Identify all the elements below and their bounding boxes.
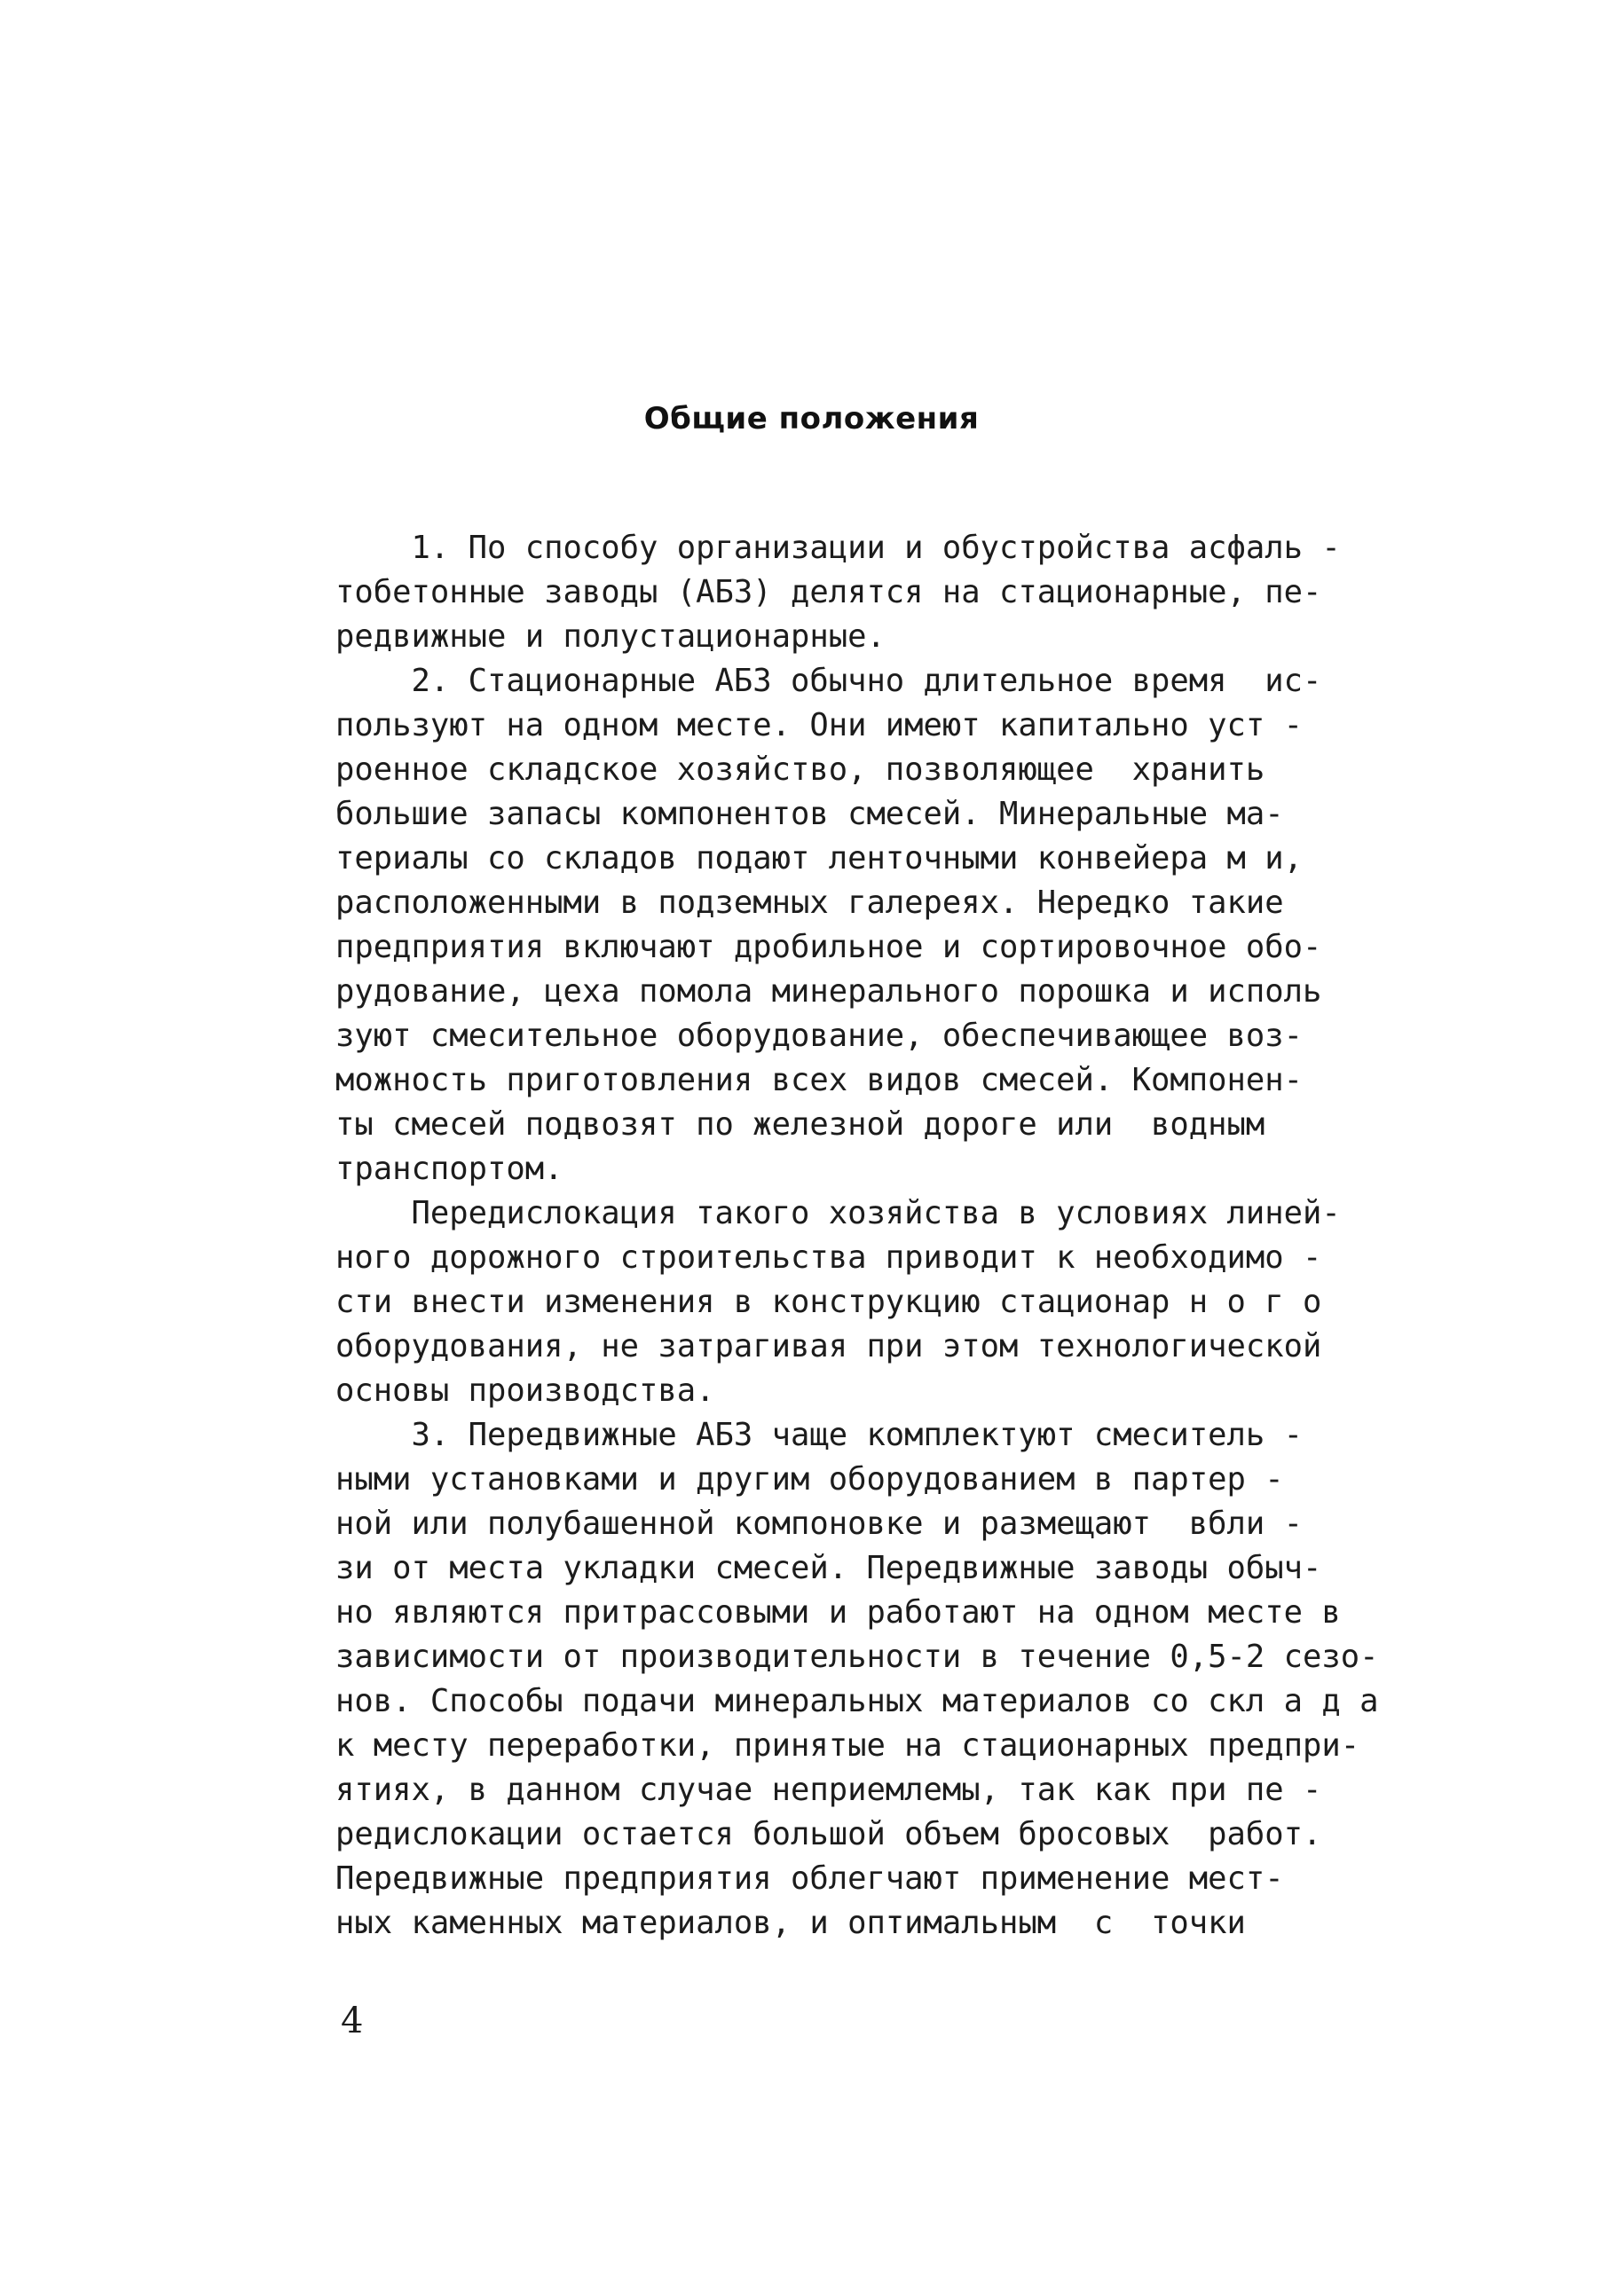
text-line: ты смесей подвозят по железной дороге или водным [335, 1106, 1265, 1143]
text-line: к месту переработки, принятые на стационарных предпри- [335, 1727, 1360, 1764]
text-line: предприятия включают дробильное и сортировочное обо- [335, 929, 1322, 965]
text-line: 3. Передвижные АБЗ чаще комплектуют смеситель - [335, 1417, 1304, 1453]
body-text [335, 526, 1471, 1946]
text-line: тобетонные заводы (АБЗ) делятся на стационарные, пе- [335, 574, 1322, 610]
text-line: 2. Стационарные АБЗ обычно длительное время ис- [335, 663, 1322, 699]
section-heading: Общие положения [643, 401, 980, 436]
text-line: 1. По способу организации и обустройства асфаль - [335, 530, 1341, 566]
text-line: но являются притрассовыми и работают на одном месте в [335, 1594, 1341, 1631]
text-line: можность приготовления всех видов смесей. Компонен- [335, 1062, 1304, 1098]
text-line: Передвижные предприятия облегчают применение мест- [335, 1860, 1284, 1897]
text-line: рудование, цеха помола минерального порошка и исполь [335, 973, 1322, 1010]
text-line: териалы со складов подают ленточными конвейера м и, [335, 840, 1304, 877]
text-line: редислокации остается большой объем бросовых работ. [335, 1816, 1322, 1852]
text-line: зависимости от производительности в течение 0,5-2 сезо- [335, 1639, 1379, 1675]
page-number: 4 [341, 2001, 364, 2041]
text-line: ными установками и другим оборудованием в партер - [335, 1461, 1284, 1498]
text-line: транспортом. [335, 1151, 563, 1187]
text-line: пользуют на одном месте. Они имеют капитально уст - [335, 707, 1304, 743]
text-line: зи от места укладки смесей. Передвижные заводы обыч- [335, 1550, 1322, 1586]
text-line: основы производства. [335, 1372, 715, 1409]
text-line: большие запасы компонентов смесей. Минеральные ма- [335, 796, 1284, 832]
text-line: сти внести изменения в конструкцию стационар н о г о [335, 1284, 1322, 1320]
text-line: ного дорожного строительства приводит к необходимо - [335, 1239, 1322, 1276]
text-line: редвижные и полустационарные. [335, 618, 886, 655]
text-line: нов. Способы подачи минеральных материалов со скл а д а [335, 1683, 1379, 1719]
text-line: оборудования, не затрагивая при этом технологической [335, 1328, 1322, 1364]
text-line: ных каменных материалов, и оптимальным с точки [335, 1905, 1246, 1941]
text-line: Передислокация такого хозяйства в условиях линей- [335, 1195, 1341, 1231]
text-line: зуют смесительное оборудование, обеспечивающее воз- [335, 1018, 1304, 1054]
text-line: расположенными в подземных галереях. Нередко такие [335, 885, 1284, 921]
text-line: ятиях, в данном случае неприемлемы, так как при пе - [335, 1772, 1322, 1808]
text-line: ной или полубашенной компоновке и размещают вбли - [335, 1506, 1304, 1542]
text-line: роенное складское хозяйство, позволяющее хранить [335, 751, 1265, 788]
